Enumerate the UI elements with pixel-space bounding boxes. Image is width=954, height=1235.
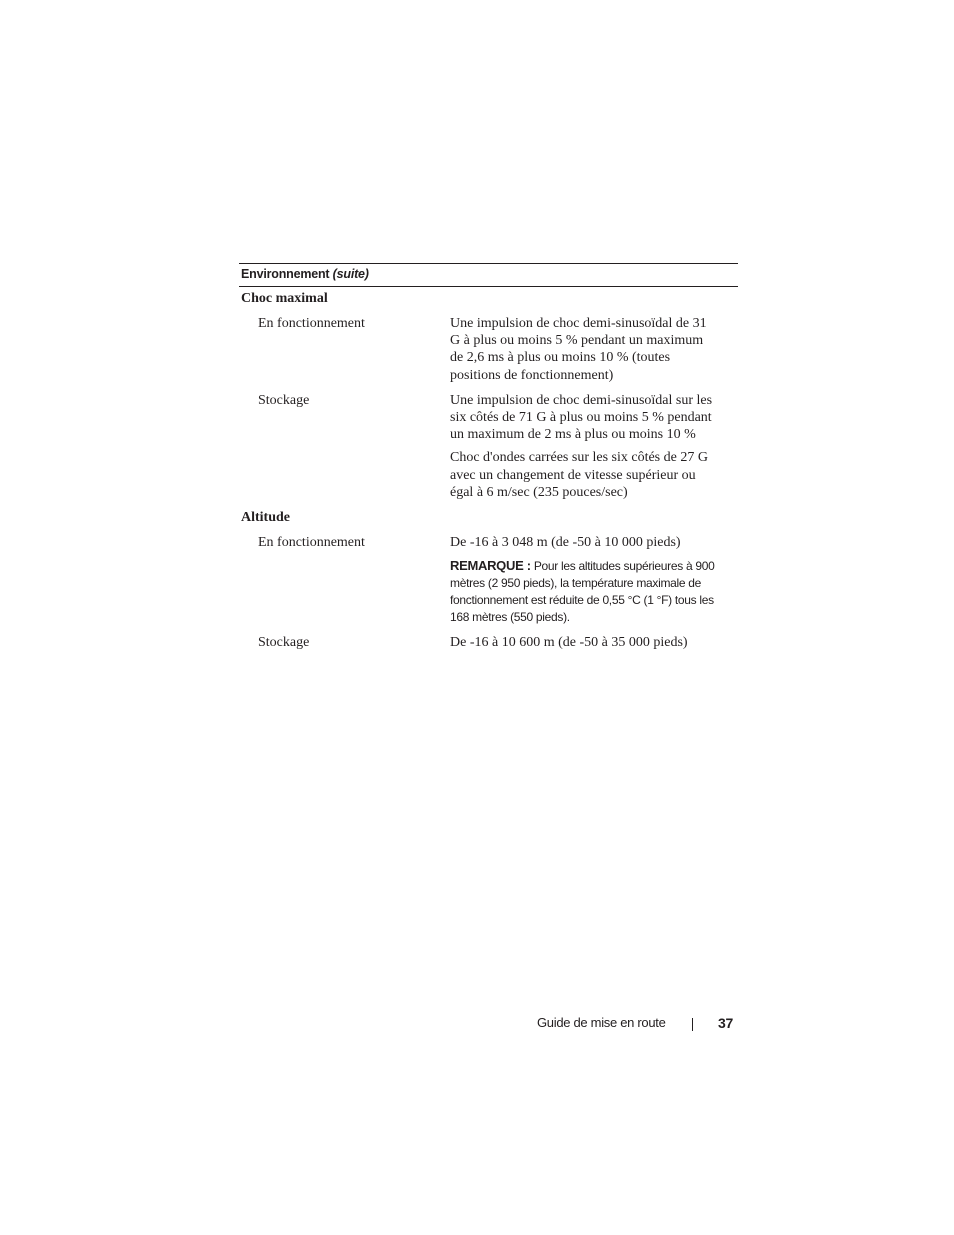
table-row	[239, 315, 738, 384]
table-header-title: Environnement	[241, 267, 330, 281]
row-value-text: Une impulsion de choc demi-sinusoïdal sur les six côtés de 71 G à plus ou moins 5 % pendant un maximum de 2 ms à plus ou moins 10 %	[450, 392, 713, 443]
table-header	[239, 264, 738, 286]
page-number: 37	[718, 1015, 733, 1031]
row-value-text: De -16 à 3 048 m (de -50 à 10 000 pieds)	[450, 535, 681, 551]
row-label: Stockage	[258, 392, 310, 408]
row-value	[450, 315, 718, 384]
note-label: REMARQUE :	[450, 558, 531, 574]
table-header-suffix: (suite)	[332, 267, 369, 281]
table-row	[239, 634, 738, 651]
table-header-rule	[239, 286, 738, 287]
row-label: En fonctionnement	[258, 316, 365, 331]
footer-title: Guide de mise en route	[537, 1015, 666, 1030]
section-title-choc-maximal: Choc maximal	[241, 291, 328, 306]
row-value	[450, 634, 718, 651]
row-value	[450, 534, 718, 626]
table-row	[239, 392, 738, 501]
spec-table	[239, 263, 738, 651]
note-text: Pour les altitudes supérieures à 900 mètres (2 950 pieds), la température maximale de fonctionnement est réduite de 0,55 °C (1 °F) tous les 168 mètres (550 pieds).	[450, 559, 715, 625]
row-label: En fonctionnement	[258, 535, 365, 551]
row-value-text-2: Choc d'ondes carrées sur les six côtés de 27 G avec un changement de vitesse supérieur ou égal à 6 m/sec (235 pouces/sec)	[450, 450, 708, 500]
table-row	[239, 534, 738, 626]
footer-separator	[692, 1018, 693, 1031]
row-value	[450, 392, 718, 501]
row-value-text: Une impulsion de choc demi-sinusoïdal de 31 G à plus ou moins 5 % pendant un maximum de 2,6 ms à plus ou moins 10 % (toutes positions de fonctionnement)	[450, 316, 707, 383]
row-value-text: De -16 à 10 600 m (de -50 à 35 000 pieds)	[450, 635, 688, 651]
row-label: Stockage	[258, 635, 310, 651]
section-title-altitude: Altitude	[241, 510, 290, 526]
note	[450, 557, 718, 626]
